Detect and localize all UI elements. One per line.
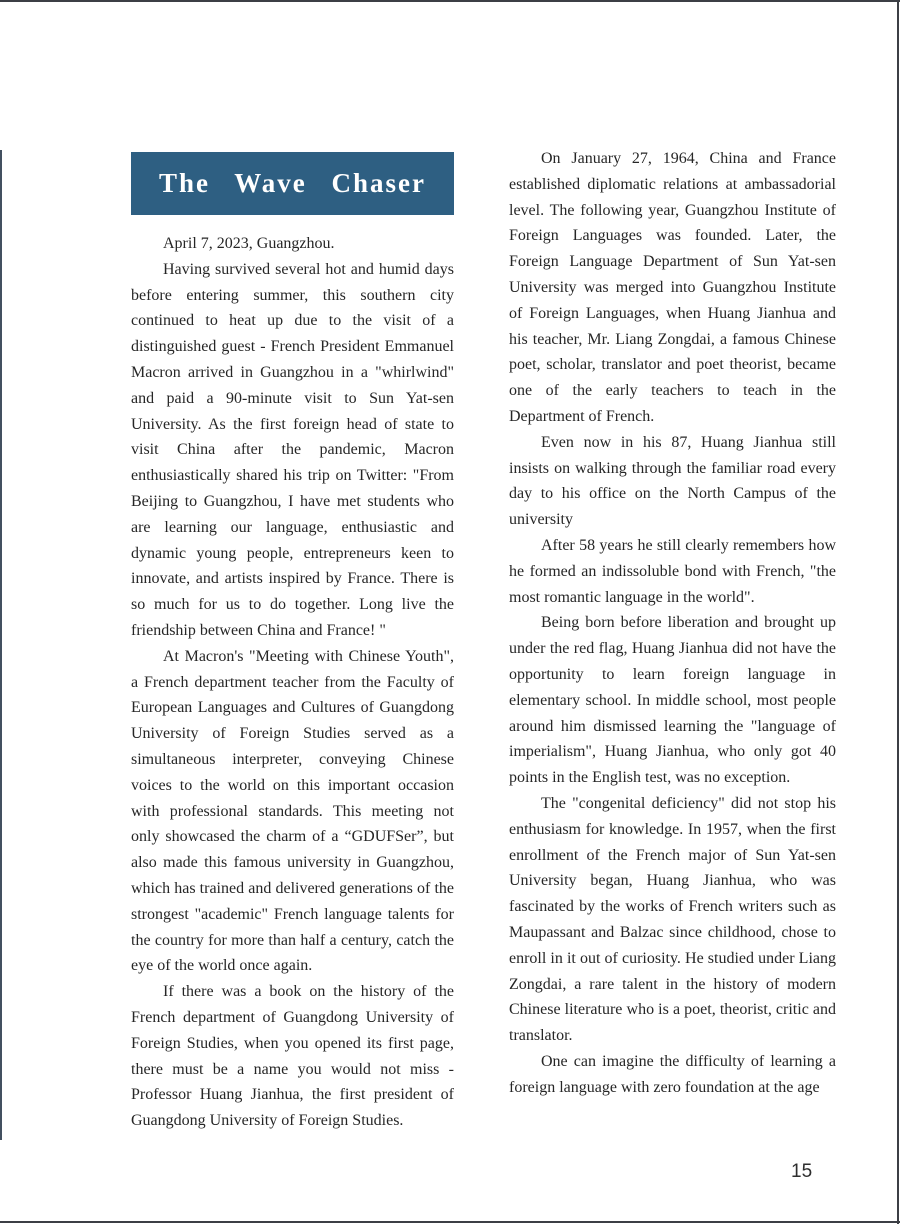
page-border-top bbox=[0, 0, 900, 2]
paragraph: One can imagine the difficulty of learning a foreign language with zero foundation at the age bbox=[509, 1052, 836, 1096]
paragraph: After 58 years he still clearly remembers how he formed an indissoluble bond with French, "the most romantic language in the world". bbox=[509, 536, 836, 606]
paragraph: The "congenital deficiency" did not stop his enthusiasm for knowledge. In 1957, when the first enrollment of the French major of Sun Yat-sen University began, Huang Jianhua, who was fascinated by the works of French writers such as Maupassant and Balzac since childhood, chose to enroll in it out of curiosity. He studied under Liang Zongdai, a rare talent in the history of modern Chinese literature who is a poet, theorist, critic and translator. bbox=[509, 794, 836, 1045]
paragraph: Having survived several hot and humid days before entering summer, this southern city continued to heat up due to the visit of a distinguished guest - French President Emmanuel Macron arrived in Guangzhou in a "whirlwind" and paid a 90-minute visit to Sun Yat-sen University. As the first foreign head of state to visit China after the pandemic, Macron enthusiastically shared his trip on Twitter: "From Beijing to Guangzhou, I have met students who are learning our language, enthusiastic and dynamic young people, entrepreneurs keen to innovate, and artists inspired by France. There is so much for us to do together. Long live the friendship between China and France! " bbox=[131, 260, 454, 639]
paragraph: At Macron's "Meeting with Chinese Youth", a French department teacher from the Faculty of European Languages and Cultures of Guangdong University of Foreign Studies served as a simultaneous interpreter, conveying Chinese voices to the world on this important occasion with professional standards. This meeting not only showcased the charm of a “GDUFSer”, but also made this famous university in Guangzhou, which has trained and delivered generations of the strongest "academic" French language talents for the country for more than half a century, catch the eye of the world once again. bbox=[131, 647, 454, 975]
left-text-column bbox=[131, 231, 454, 1134]
paragraph: April 7, 2023, Guangzhou. bbox=[163, 235, 335, 252]
paragraph: Even now in his 87, Huang Jianhua still insists on walking through the familiar road every day to his office on the North Campus of the university bbox=[509, 433, 836, 529]
article-title: The Wave Chaser bbox=[158, 168, 426, 198]
page-border-left bbox=[0, 150, 2, 1140]
paragraph: Being born before liberation and brought up under the red flag, Huang Jianhua did not have the opportunity to learn foreign language in elementary school. In middle school, most people around him dismissed learning the "language of imperialism", Huang Jianhua, who only got 40 points in the English test, was no exception. bbox=[509, 614, 836, 787]
page-border-bottom bbox=[0, 1221, 900, 1223]
paragraph: If there was a book on the history of the French department of Guangdong University of Foreign Studies, when you opened its first page, there must be a name you would not miss - Professor Huang Jianhua, the first president of Guangdong University of Foreign Studies. bbox=[131, 983, 454, 1130]
page-border-right bbox=[897, 0, 899, 1224]
article-title-banner bbox=[131, 152, 454, 215]
paragraph: On January 27, 1964, China and France established diplomatic relations at ambassadorial level. The following year, Guangzhou Institute of Foreign Languages was founded. Later, the Foreign Language Department of Sun Yat-sen University was merged into Guangzhou Institute of Foreign Languages, when Huang Jianhua and his teacher, Mr. Liang Zongdai, a famous Chinese poet, scholar, translator and poet theorist, became one of the early teachers to teach in the Department of French. bbox=[509, 150, 836, 425]
page-number: 15 bbox=[791, 1161, 813, 1182]
right-text-column bbox=[509, 146, 836, 1100]
